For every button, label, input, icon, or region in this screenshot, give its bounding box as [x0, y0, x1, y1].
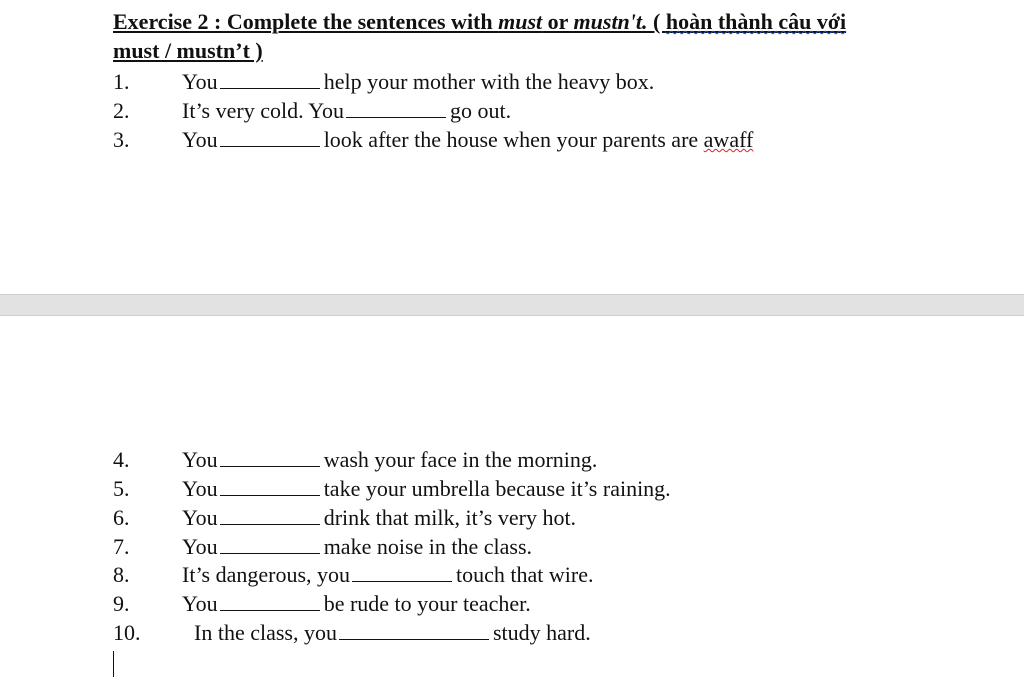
- sentence-end: look after the house when your parents are: [323, 127, 704, 152]
- list-item: [0, 447, 1024, 475]
- title-text: Exercise 2 : Complete the sentences with: [113, 9, 499, 34]
- answer-blank[interactable]: [220, 535, 320, 554]
- item-number: 4.: [113, 447, 130, 472]
- text-cursor: [113, 651, 114, 677]
- sentence-start: You: [182, 447, 218, 472]
- sentence-end: make noise in the class.: [323, 534, 533, 559]
- list-item: [0, 476, 1024, 504]
- item-sentence: [182, 127, 753, 153]
- item-sentence: [182, 505, 576, 531]
- sentence-end: go out.: [449, 98, 512, 123]
- answer-blank[interactable]: [220, 592, 320, 611]
- answer-blank[interactable]: [352, 563, 452, 582]
- item-sentence: [182, 534, 532, 560]
- item-number: 2.: [113, 98, 130, 123]
- item-number: 7.: [113, 534, 130, 559]
- document-page-1: [0, 0, 1024, 294]
- page-break-gap: [0, 294, 1024, 316]
- item-sentence: [182, 476, 671, 502]
- sentence-start: You: [182, 476, 218, 501]
- item-sentence: [194, 620, 591, 646]
- answer-blank[interactable]: [220, 128, 320, 147]
- item-number: 10.: [113, 620, 141, 645]
- answer-blank[interactable]: [339, 621, 489, 640]
- answer-blank[interactable]: [220, 70, 320, 89]
- sentence-start: It’s very cold. You: [182, 98, 344, 123]
- title-or: or: [542, 9, 574, 34]
- answer-blank[interactable]: [346, 99, 446, 118]
- sentence-start: You: [182, 69, 218, 94]
- item-sentence: [182, 69, 654, 95]
- sentence-start: You: [182, 505, 218, 530]
- sentence-start: You: [182, 127, 218, 152]
- list-item: [0, 505, 1024, 533]
- sentence-end: touch that wire.: [456, 562, 594, 587]
- title-vietnamese: hoàn thành câu với: [665, 9, 847, 34]
- sentence-start: It’s dangerous, you: [182, 562, 351, 587]
- item-sentence: [182, 591, 531, 617]
- answer-blank[interactable]: [220, 506, 320, 525]
- item-number: 6.: [113, 505, 130, 530]
- item-sentence: [182, 447, 597, 473]
- list-item: [0, 620, 1024, 648]
- list-item: [0, 69, 1024, 97]
- item-sentence: [182, 562, 594, 588]
- title-must: must: [498, 9, 543, 34]
- sentence-end: drink that milk, it’s very hot.: [323, 505, 577, 530]
- sentence-end: take your umbrella because it’s raining.: [323, 476, 671, 501]
- sentence-start: You: [182, 534, 218, 559]
- list-item: [0, 127, 1024, 155]
- sentence-end: study hard.: [492, 620, 591, 645]
- sentence-start: You: [182, 591, 218, 616]
- answer-blank[interactable]: [220, 448, 320, 467]
- sentence-start: In the class, you: [194, 620, 337, 645]
- item-sentence: [182, 98, 511, 124]
- misspelled-word: awaff: [703, 127, 754, 152]
- list-item: [0, 98, 1024, 126]
- item-number: 9.: [113, 591, 130, 616]
- exercise-title-line2: must / mustn’t ): [113, 38, 263, 63]
- list-item: [0, 591, 1024, 619]
- list-item: [0, 534, 1024, 562]
- title-paren: (: [647, 9, 666, 34]
- item-number: 1.: [113, 69, 130, 94]
- item-number: 5.: [113, 476, 130, 501]
- item-number: 3.: [113, 127, 130, 152]
- exercise-title: [113, 9, 846, 35]
- answer-blank[interactable]: [220, 477, 320, 496]
- list-item: [0, 562, 1024, 590]
- sentence-end: wash your face in the morning.: [323, 447, 598, 472]
- item-number: 8.: [113, 562, 130, 587]
- sentence-end: be rude to your teacher.: [323, 591, 531, 616]
- title-mustnt: mustn't.: [573, 9, 648, 34]
- sentence-end: help your mother with the heavy box.: [323, 69, 655, 94]
